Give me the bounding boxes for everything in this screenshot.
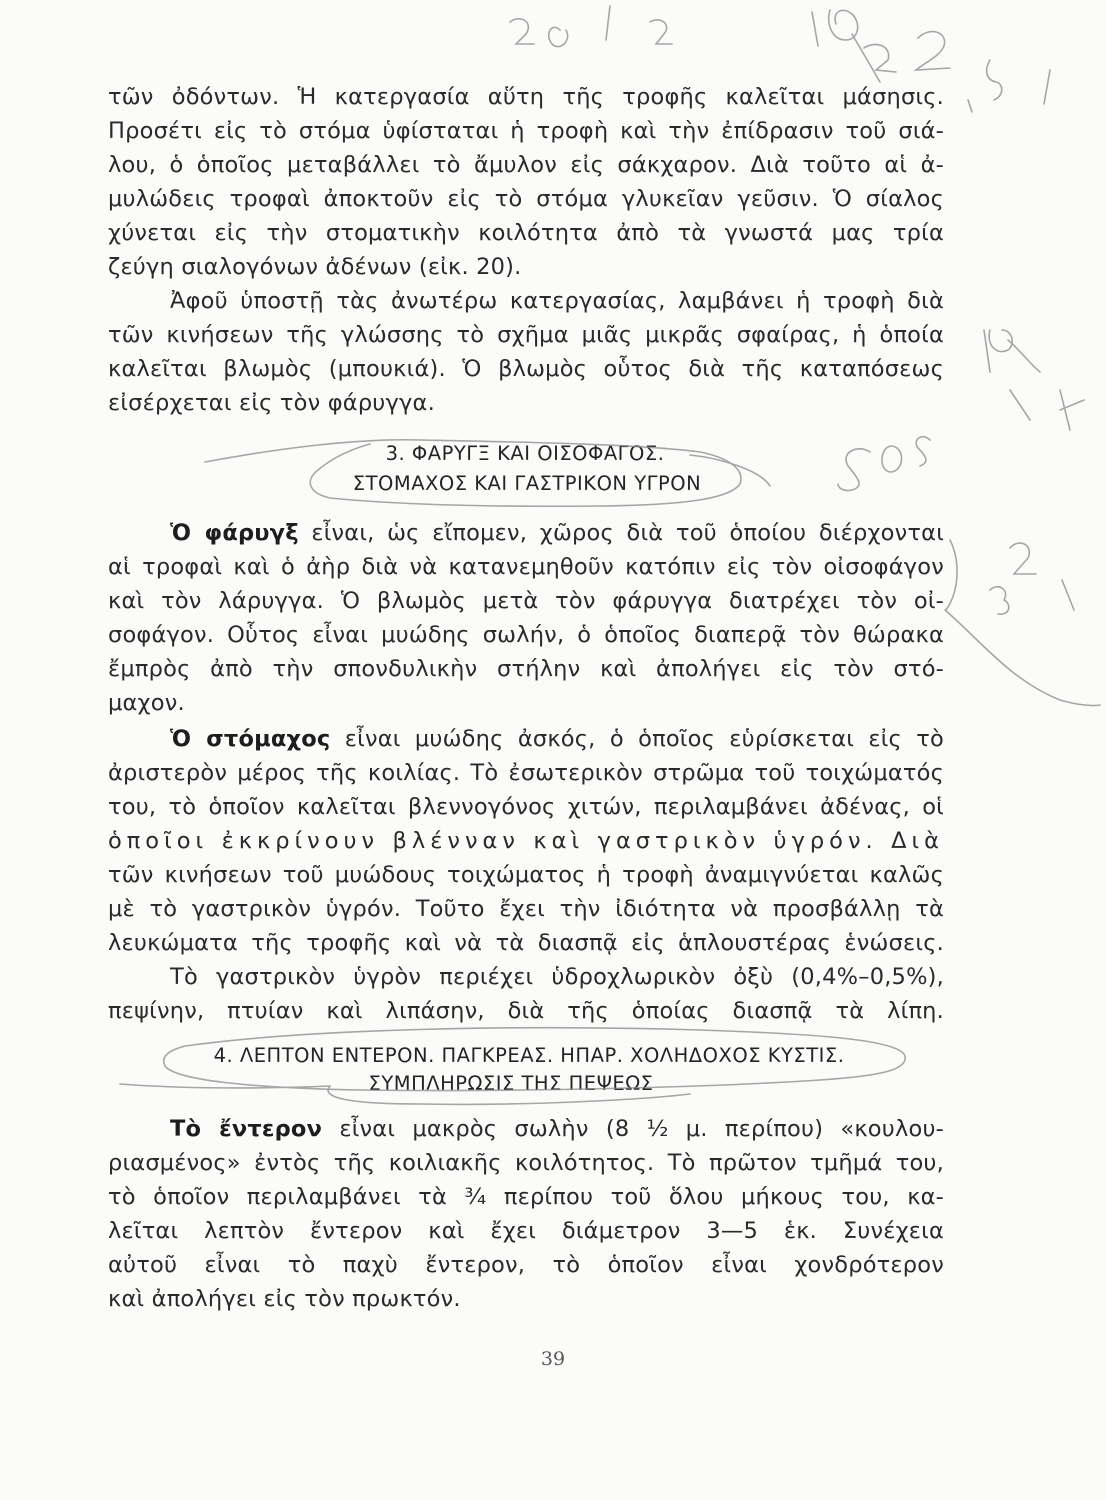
text-line: λου, ὁ ὁποῖος μεταβάλλει τὸ ἄμυλον εἰς σάκχαρον. Διὰ τοῦτο αἱ ἀ-	[108, 152, 944, 178]
margin-scribble	[882, 446, 902, 472]
margin-scribble	[852, 34, 880, 82]
text-line: λεῖται λεπτὸν ἔντερον καὶ ἔχει διάμετρον 3—5 ἑκ. Συνέχεια	[108, 1218, 944, 1244]
margin-scribble	[946, 540, 957, 610]
margin-scribble	[1062, 580, 1074, 610]
margin-number-4	[1060, 390, 1084, 430]
margin-number-5	[987, 60, 1002, 100]
text-line	[170, 722, 944, 756]
term-pharynx: Ὁ φάρυγξ	[170, 520, 299, 546]
section-heading-line2: ΣΥΜΠΛΗΡΩΣΙΣ ΤΗΣ ΠΕΨΕΩΣ	[368, 1072, 654, 1095]
text-span: εἶναι μυώδης ἀσκός, ὁ ὁποῖος εὑρίσκεται εἰς τὸ	[344, 726, 944, 752]
margin-number-3	[990, 587, 1009, 614]
text-line: ἀριστερὸν μέρος τῆς κοιλίας. Τὸ ἐσωτερικὸν στρῶμα τοῦ τοιχώματός	[108, 760, 944, 786]
text-line: ζεύγη σιαλογόνων ἀδένων (εἰκ. 20).	[108, 254, 522, 280]
margin-scribble	[916, 437, 930, 466]
margin-scribble	[838, 449, 870, 491]
margin-number-12	[864, 44, 896, 72]
margin-scribble	[1010, 390, 1030, 420]
margin-number-19	[989, 330, 1012, 352]
margin-number-19	[829, 10, 858, 40]
margin-scribble	[1044, 70, 1050, 104]
margin-faint-number	[650, 20, 672, 44]
text-line	[170, 1112, 944, 1146]
text-line: Τὸ γαστρικὸν ὑγρὸν περιέχει ὑδροχλωρικὸν ὀξὺ (0,4%–0,5%),	[170, 964, 944, 990]
text-span: εἶναι μακρὸς σωλὴν (8 ½ μ. περίπου) «κουλου-	[339, 1116, 945, 1142]
margin-faint-number	[549, 27, 568, 46]
text-line: τῶν ὀδόντων. Ἡ κατεργασία αὕτη τῆς τροφῆς καλεῖται μάσησις.	[108, 84, 944, 110]
term-intestine: Τὸ ἔντερον	[170, 1116, 323, 1142]
section-heading-line2: ΣΤΟΜΑΧΟΣ ΚΑΙ ΓΑΣΤΡΙΚΟΝ ΥΓΡΟΝ	[352, 472, 702, 495]
margin-faint-number	[606, 6, 610, 40]
text-span: εἶναι, ὡς εἴπομεν, χῶρος διὰ τοῦ ὁποίου διέρχονται	[311, 520, 945, 546]
text-line: αὐτοῦ εἶναι τὸ παχὺ ἔντερον, τὸ ὁποῖον εἶναι χονδρότερον	[108, 1252, 944, 1278]
margin-number-19	[984, 330, 990, 372]
text-line: ἔμπρὸς ἀπὸ τὴν σπονδυλικὴν στήλην καὶ ἀπολήγει εἰς τὸν στό-	[108, 656, 944, 682]
page-number: 39	[540, 1348, 566, 1370]
text-line: ριασμένος» ἐντὸς τῆς κοιλιακῆς κοιλότητος. Τὸ πρῶτον τμῆμά του,	[108, 1150, 944, 1176]
text-line: μυλώδεις τροφαὶ ἀποκτοῦν εἰς τὸ στόμα γλυκεῖαν γεῦσιν. Ὁ σίαλος	[108, 186, 944, 212]
section-heading-line1: 4. ΛΕΠΤΟΝ ΕΝΤΕΡΟΝ. ΠΑΓΚΡΕΑΣ. ΗΠΑΡ. ΧΟΛΗΔΟΧΟΣ ΚΥΣΤΙΣ.	[213, 1044, 845, 1067]
text-line: Ἀφοῦ ὑποστῇ τὰς ἀνωτέρω κατεργασίας, λαμβάνει ἡ τροφὴ διὰ	[170, 288, 944, 314]
text-line: Προσέτι εἰς τὸ στόμα ὑφίσταται ἡ τροφὴ καὶ τὴν ἐπίδρασιν τοῦ σιά-	[108, 118, 944, 144]
text-line: εἰσέρχεται εἰς τὸν φάρυγγα.	[108, 390, 435, 416]
text-line: τὸ ὁποῖον περιλαμβάνει τὰ ¾ περίπου τοῦ ὅλου μήκους του, κα-	[108, 1184, 944, 1210]
text-line: καλεῖται βλωμὸς (μπουκιά). Ὁ βλωμὸς οὗτος διὰ τῆς καταπόσεως	[108, 356, 944, 382]
margin-number-2	[1010, 543, 1036, 574]
text-line: μαχον.	[108, 690, 185, 716]
margin-scribble	[1008, 340, 1040, 372]
section-heading-line1: 3. ΦΑΡΥΓΞ ΚΑΙ ΟΙΣΟΦΑΓΟΣ.	[385, 442, 665, 465]
text-line: τῶν κινήσεων τοῦ μυώδους τοιχώματος ἡ τροφὴ ἀναμιγνύεται καλῶς	[108, 862, 944, 888]
text-line: καὶ τὸν λάρυγγα. Ὁ βλωμὸς μετὰ τὸν φάρυγγα διατρέχει τὸν οἰ-	[108, 588, 944, 614]
text-line: ὁποῖοι ἐκκρίνουν βλένναν καὶ γαστρικὸν ὑγρόν. Διὰ	[108, 828, 944, 854]
term-stomach: Ὁ στόμαχος	[170, 726, 331, 752]
heading-scribble	[120, 1084, 330, 1088]
text-line: μὲ τὸ γαστρικὸν ὑγρόν. Τοῦτο ἔχει τὴν ἰδιότητα νὰ προσβάλλῃ τὰ	[108, 896, 944, 922]
margin-scribble	[945, 610, 1100, 705]
margin-scribble	[968, 100, 972, 112]
margin-number-2	[916, 32, 950, 70]
margin-number-19	[812, 12, 818, 46]
text-line: σοφάγον. Οὗτος εἶναι μυώδης σωλήν, ὁ ὁποῖος διαπερᾷ τὸν θώρακα	[108, 622, 944, 648]
text-line: τῶν κινήσεων τῆς γλώσσης τὸ σχῆμα μιᾶς μικρᾶς σφαίρας, ἡ ὁποία	[108, 322, 944, 348]
text-line	[170, 516, 944, 550]
text-line: του, τὸ ὁποῖον καλεῖται βλεννογόνος χιτών, περιλαμβάνει ἀδένας, οἱ	[108, 794, 944, 820]
text-line: πεψίνην, πτυίαν καὶ λιπάσην, διὰ τῆς ὁποίας διασπᾷ τὰ λίπη.	[108, 998, 944, 1024]
text-line: καὶ ἀπολήγει εἰς τὸν πρωκτόν.	[108, 1286, 461, 1312]
text-line: αἱ τροφαὶ καὶ ὁ ἀὴρ διὰ νὰ κατανεμηθοῦν κατόπιν εἰς τὸν οἰσοφάγον	[108, 554, 944, 580]
text-line: χύνεται εἰς τὴν στοματικὴν κοιλότητα ἀπὸ τὰ γνωστά μας τρία	[108, 220, 944, 246]
text-line: λευκώματα τῆς τροφῆς καὶ νὰ τὰ διασπᾷ εἰς ἁπλουστέρας ἑνώσεις.	[108, 930, 944, 956]
margin-faint-number	[510, 19, 534, 44]
